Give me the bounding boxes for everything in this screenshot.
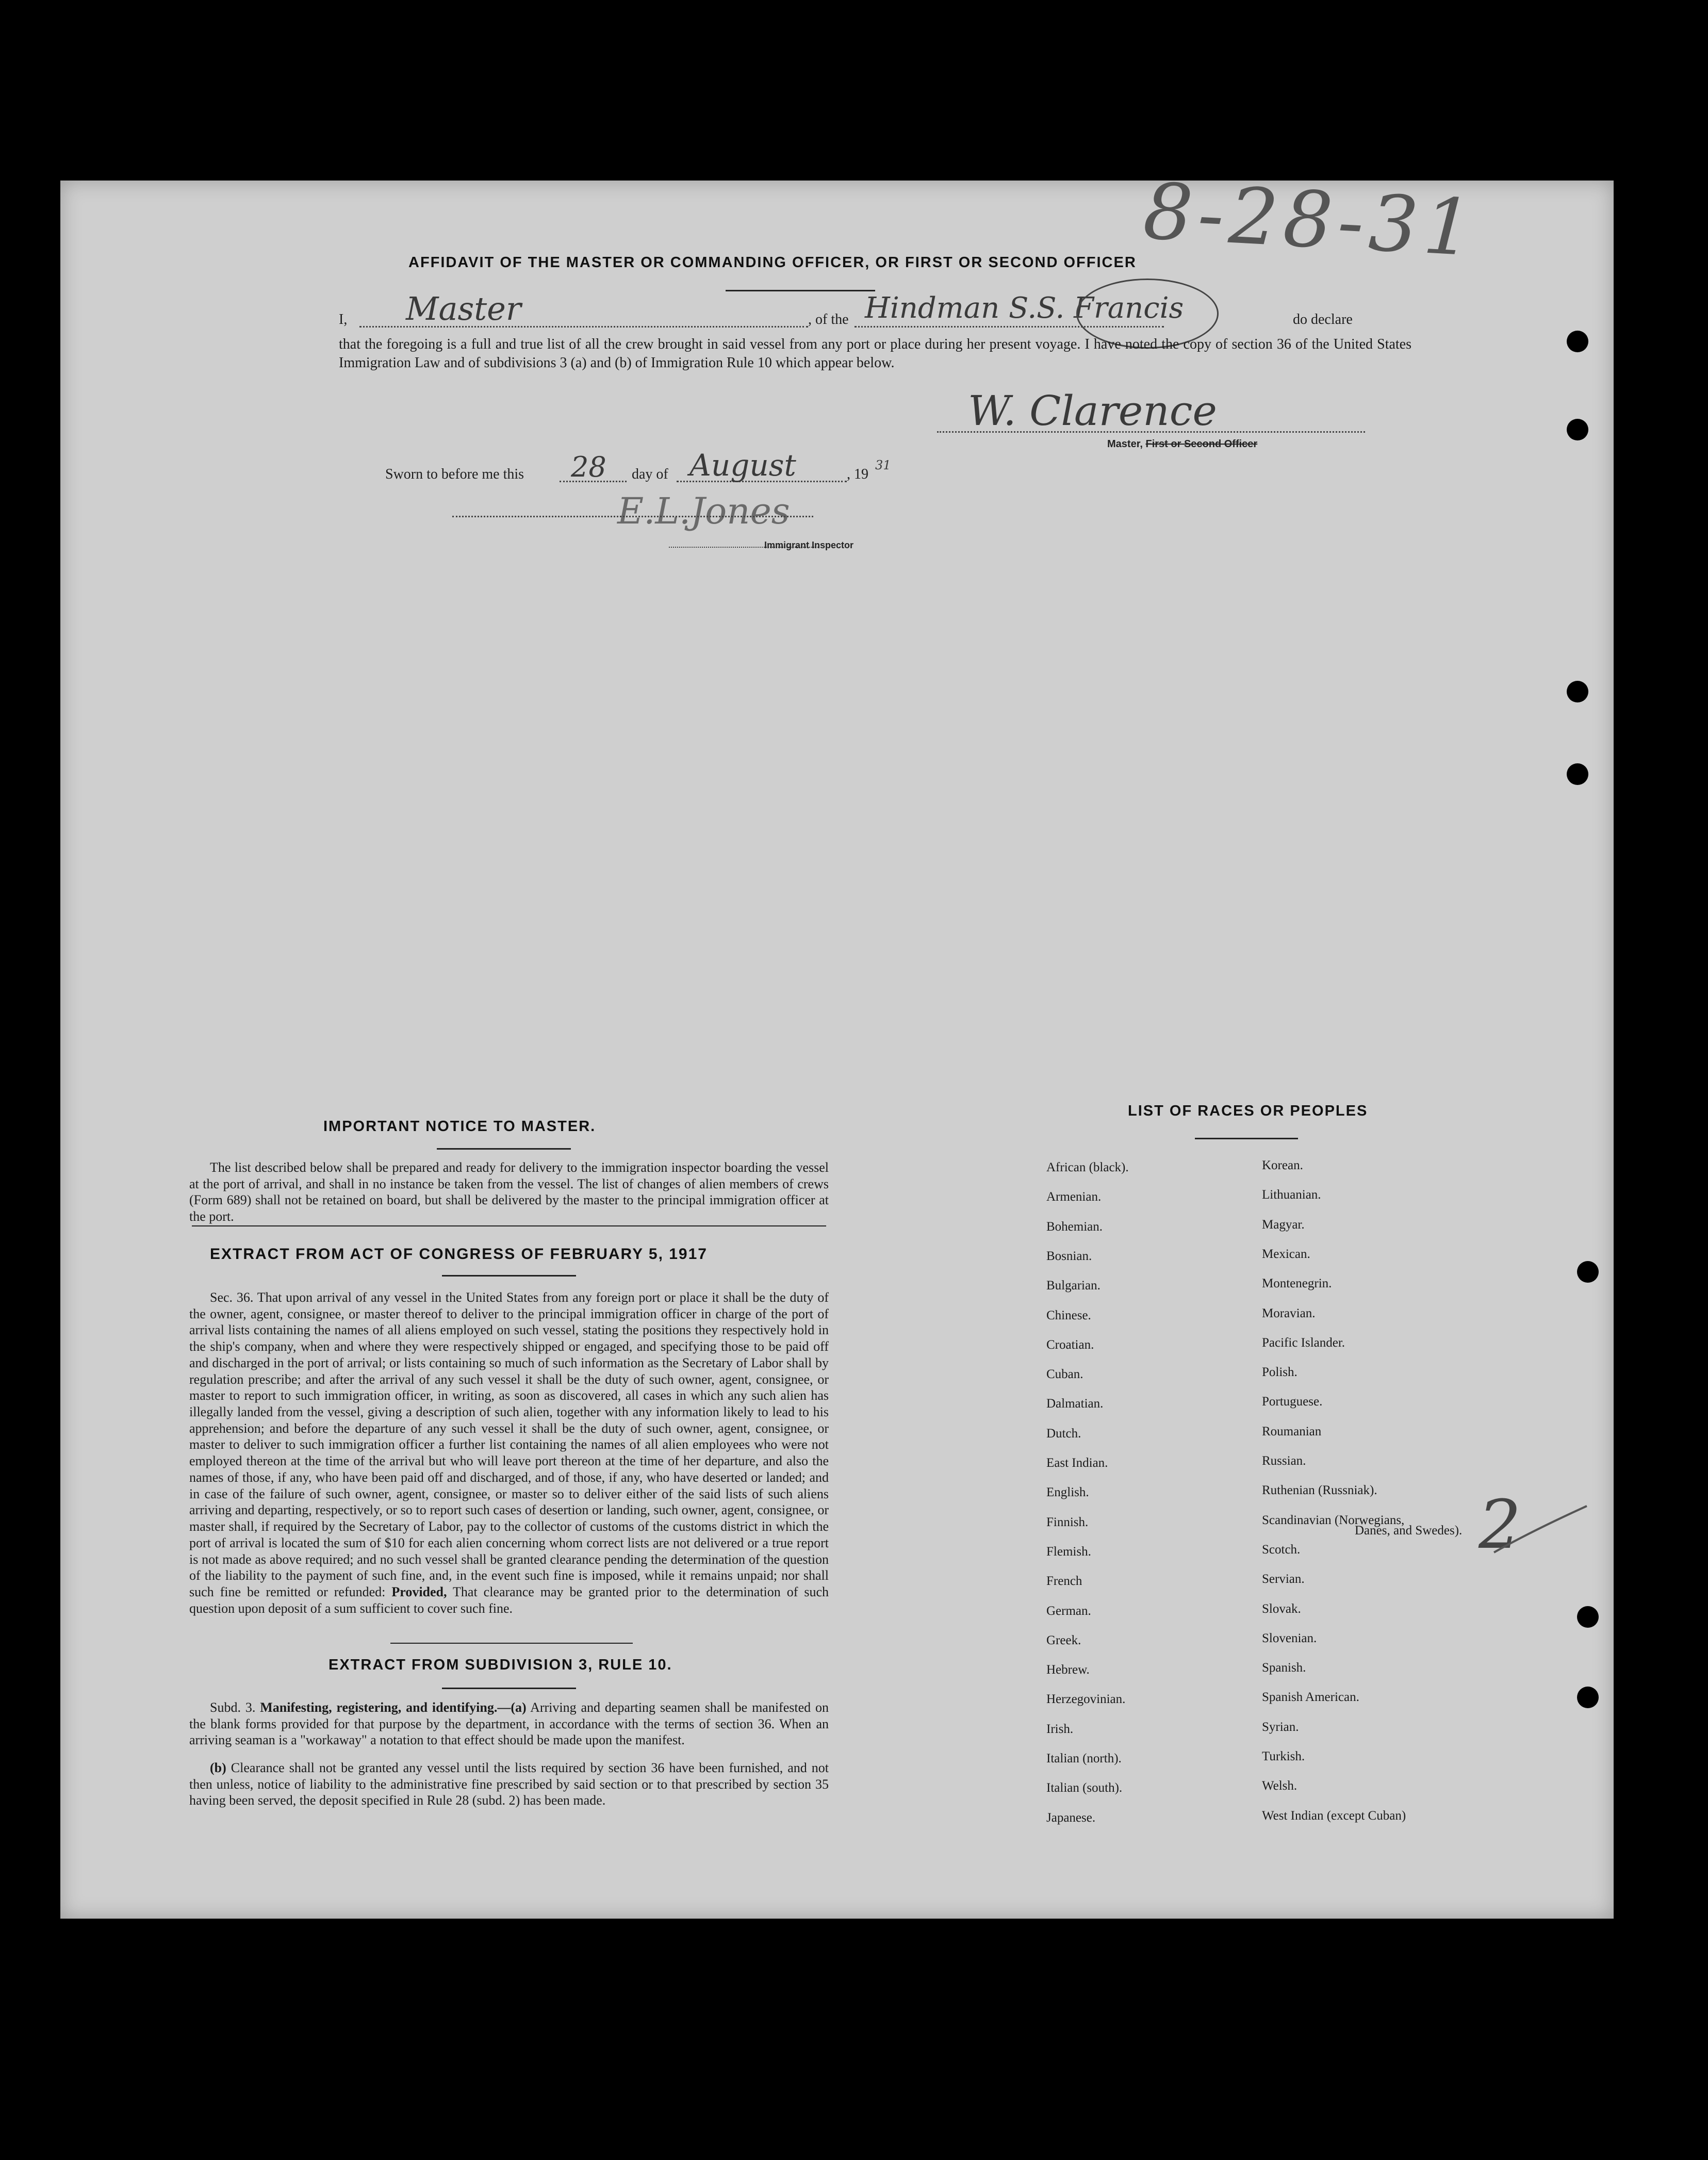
affidavit-line-1	[339, 290, 1401, 335]
divider	[442, 1688, 576, 1689]
document-page	[60, 167, 1614, 1919]
master-signature: W. Clarence	[968, 387, 1217, 435]
rule-a-lead: Subd. 3.	[210, 1700, 256, 1715]
rule-a-text: Arriving and departing seamen shall be manifested on the blank forms provided for that purpose by the department, in accordance with the terms of section 36. When an arriving seaman is a "workaway" a notation to that effect should be made upon the manifest.	[189, 1700, 829, 1748]
handwritten-sworn-day: 28	[571, 451, 606, 483]
race-item: Bohemian.	[1046, 1219, 1103, 1234]
race-item: German.	[1046, 1603, 1091, 1618]
act-text-block	[189, 1289, 829, 1616]
race-item: Slovak.	[1262, 1601, 1301, 1616]
punch-hole	[1567, 763, 1588, 785]
race-item: Mexican.	[1262, 1247, 1310, 1261]
divider	[442, 1275, 576, 1277]
handwritten-vessel-name: Hindman S.S. Francis	[865, 291, 1184, 325]
act-text: That upon arrival of any vessel in the United States from any foreign port or place it shall be the duty of the owner, agent, consignee, or master thereof to deliver to the principal immigration officer in charge of the port of arrival lists containing the names of all aliens employed on such vessel, stating the positions they respectively hold in the ship's company, when and where they were respectively shipped or engaged, and specifying those to be paid off and discharged in the port of arrival; or lists containing so much of such information as the Secretary of Labor shall by regulation prescribe; and after the arrival of any such vessel it shall be the duty of such owner, agent, consignee, or master to report to such immigration officer, in writing, as soon as discovered, all cases in which any such alien has illegally landed from the vessel, giving a description of such alien, together with any information likely to lead to his apprehension; and before the departure of any such vessel it shall be the duty of such owner, agent, consignee, or master to deliver to such immigration officer a further list containing the names of all alien employees who were not employed thereon at the time of the arrival but who will leave port thereon at the time of her departure, and also the names of those, if any, who have been paid off and discharged, and of those, if any, who have deserted or landed; and in case of the failure of such owner, agent, consignee, or master so to deliver either of the said lists of such aliens arriving and departing, respectively, or so to report such cases of desertion or landing, such owner, agent, consignee, or master shall, if required by the Secretary of Labor, pay to the collector of customs of the customs district in which the port of arrival is located the sum of $10 for each alien concerning whom correct lists are not delivered or a true report is not made as above required; and no such vessel shall be granted clearance pending the determination of the question of the liability to the payment of such fine, and, in the event such fine is imposed, while it remains unpaid; nor shall such fine be remitted or refunded:	[189, 1290, 829, 1599]
margin-mark: 2	[1479, 1485, 1521, 1564]
race-item: Flemish.	[1046, 1544, 1091, 1559]
act-provided-text: That clearance may be granted prior to the determination of such question upon deposit of a sum sufficient to cover such fine.	[189, 1584, 829, 1616]
master-label	[1107, 438, 1257, 450]
sworn-line	[385, 448, 1107, 490]
label-year: , 19	[847, 466, 868, 482]
race-item: Japanese.	[1046, 1810, 1096, 1825]
punch-hole	[1567, 681, 1588, 702]
race-item: Italian (south).	[1046, 1781, 1123, 1795]
race-item: Chinese.	[1046, 1308, 1091, 1322]
race-item: Lithuanian.	[1262, 1188, 1321, 1202]
race-item: Spanish.	[1262, 1661, 1306, 1675]
race-item: Cuban.	[1046, 1367, 1083, 1382]
race-item: Croatian.	[1046, 1337, 1094, 1352]
races-title: LIST OF RACES OR PEOPLES	[1128, 1103, 1368, 1119]
race-item: Welsh.	[1262, 1779, 1298, 1793]
race-item: Magyar.	[1262, 1217, 1305, 1232]
race-item-right-extra: Danes, and Swedes).	[1355, 1524, 1463, 1537]
race-item: Korean.	[1262, 1158, 1303, 1172]
struck-officer: First or Second Officer	[1145, 438, 1258, 450]
signature-line	[937, 431, 1365, 433]
race-item: Bosnian.	[1046, 1249, 1092, 1263]
notice-text: The list described below shall be prepared and ready for delivery to the immigration inspector boarding the vessel at the port of arrival, and shall in no instance be taken from the vessel. The list of changes of alien members of crews (Form 689) shall not be retained on board, but shall be delivered by the master to the principal immigration officer at the port.	[189, 1160, 829, 1224]
act-provided-word: Provided,	[391, 1584, 447, 1599]
label-of-the: , of the	[808, 312, 849, 328]
race-item: West Indian (except Cuban)	[1262, 1808, 1406, 1823]
race-item: African (black).	[1046, 1160, 1129, 1174]
sworn-prefix: Sworn to before me this	[385, 466, 524, 482]
race-item: Turkish.	[1262, 1749, 1305, 1763]
handwritten-date: 8-28-31	[1141, 167, 1480, 274]
affidavit-title: AFFIDAVIT OF THE MASTER OR COMMANDING OFFICER, OR FIRST OR SECOND OFFICER	[408, 254, 1137, 271]
punch-hole	[1577, 1606, 1599, 1628]
race-item: English.	[1046, 1485, 1089, 1500]
divider	[726, 290, 875, 291]
punch-hole	[1577, 1687, 1599, 1708]
race-item: Ruthenian (Russniak).	[1262, 1483, 1377, 1498]
margin-stroke	[1489, 1501, 1592, 1563]
divider	[192, 1225, 826, 1226]
race-item: French	[1046, 1574, 1082, 1589]
handwritten-rank: Master	[406, 290, 521, 328]
race-item: Servian.	[1262, 1572, 1305, 1586]
race-item: Russian.	[1262, 1454, 1306, 1468]
rule-b-lead: (b)	[210, 1760, 226, 1775]
race-item: Dutch.	[1046, 1426, 1081, 1441]
handwritten-sworn-year: 31	[875, 458, 891, 472]
label-do-declare: do declare	[1293, 312, 1353, 328]
race-item: Pacific Islander.	[1262, 1335, 1345, 1350]
race-item: Armenian.	[1046, 1190, 1102, 1204]
race-item: Scandinavian (Norwegians,	[1262, 1513, 1405, 1527]
divider	[390, 1643, 633, 1644]
race-item: Moravian.	[1262, 1306, 1316, 1320]
master-word: Master,	[1107, 438, 1143, 450]
divider	[1195, 1138, 1298, 1139]
race-item: Hebrew.	[1046, 1663, 1090, 1677]
inspector-signature: E.L.Jones	[617, 490, 790, 532]
act-title: EXTRACT FROM ACT OF CONGRESS OF FEBRUARY 5, 1917	[210, 1246, 708, 1263]
race-item: Portuguese.	[1262, 1395, 1323, 1409]
race-item: Slovenian.	[1262, 1631, 1317, 1645]
race-item: Polish.	[1262, 1365, 1298, 1380]
race-item: Spanish American.	[1262, 1690, 1359, 1705]
race-item: Greek.	[1046, 1633, 1081, 1647]
inspector-label: Immigrant Inspector	[764, 540, 854, 550]
rule-a-bold: Manifesting, registering, and identifying.—(a)	[260, 1700, 527, 1715]
punch-hole	[1577, 1261, 1599, 1283]
inspector-signature-line	[452, 516, 813, 517]
race-item: Herzegovinian.	[1046, 1692, 1126, 1707]
rule-title: EXTRACT FROM SUBDIVISION 3, RULE 10.	[329, 1657, 672, 1673]
label-i: I,	[339, 312, 348, 328]
race-item: Irish.	[1046, 1722, 1074, 1736]
race-item: East Indian.	[1046, 1456, 1108, 1470]
punch-hole	[1567, 419, 1588, 440]
punch-hole	[1567, 331, 1588, 352]
affidavit-text: that the foregoing is a full and true list of all the crew brought in said vessel from any port or place during her present voyage. I have noted the copy of section 36 of the United States Immigration Law and of subdivisions 3 (a) and (b) of Immigration Rule 10 which appear below.	[339, 336, 1411, 371]
label-day-of: day of	[632, 466, 668, 482]
race-item: Roumanian	[1262, 1424, 1322, 1438]
race-item: Dalmatian.	[1046, 1397, 1104, 1411]
handwritten-sworn-month: August	[689, 448, 796, 483]
race-item: Syrian.	[1262, 1720, 1299, 1734]
rule-a-block	[189, 1699, 829, 1748]
race-item: Finnish.	[1046, 1515, 1089, 1529]
race-item: Montenegrin.	[1262, 1277, 1332, 1291]
race-item: Scotch.	[1262, 1542, 1301, 1557]
race-item: Bulgarian.	[1046, 1279, 1101, 1293]
rule-b-text: Clearance shall not be granted any vessel until the lists required by section 36 have been furnished, and not then unless, notice of liability to the administrative fine prescribed by said section or to that prescribed by section 35 having been served, the deposit specified in Rule 28 (subd. 2) has been made.	[189, 1760, 829, 1808]
rule-b-block	[189, 1760, 829, 1809]
act-section-lead: Sec. 36.	[210, 1290, 254, 1305]
divider	[437, 1148, 571, 1150]
race-item: Italian (north).	[1046, 1752, 1122, 1765]
notice-title: IMPORTANT NOTICE TO MASTER.	[323, 1118, 596, 1135]
